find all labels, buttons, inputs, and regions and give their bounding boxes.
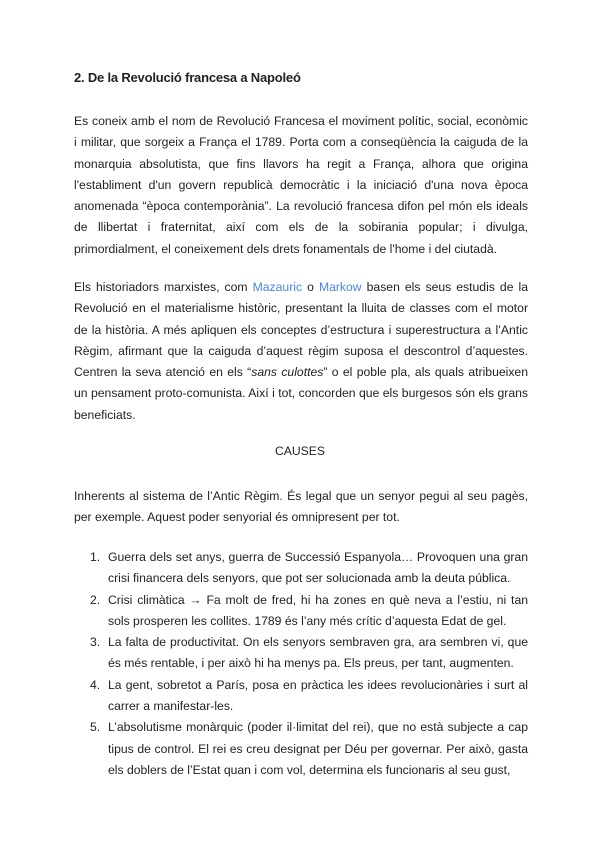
list-number: 2. (90, 592, 101, 607)
causes-list (74, 547, 528, 781)
list-number: 3. (90, 635, 101, 650)
causes-title: CAUSES (274, 444, 326, 458)
list-item-text: L’absolutisme monàrquic (poder il·limitat del rei), que no està subjecte a cap tipus de control. El rei es creu designat per Déu per governar. Per això, gasta els doblers de l’Estat quan i com vol, determina els funcionaris al seu gust, (108, 720, 528, 777)
list-item (74, 675, 528, 718)
list-item (74, 590, 528, 633)
list-number: 1. (90, 550, 101, 564)
markow-link[interactable]: Markow (318, 280, 362, 294)
list-item-text: La gent, sobretot a París, posa en pràctica les idees revolucionàries i surt al carrer a manifestar-les. (108, 677, 528, 714)
historians-paragraph (74, 277, 528, 426)
list-item (74, 717, 528, 781)
list-number: 5. (90, 720, 101, 735)
paragraph-text: o (302, 280, 319, 294)
list-item-text: La falta de productivitat. On els senyors sembraven gra, ara sembren vi, que és més rentable, i per això hi ha menys pa. Els preus, per tant, augmenten. (108, 635, 528, 671)
list-item-text: Crisi climàtica → Fa molt de fred, hi ha zones en què neva a l’estiu, ni tan sols prosperen les collites. 1789 és l’any més crític d’aquesta Edat de gel. (108, 592, 528, 628)
italic-term: sans culottes (251, 365, 324, 380)
paragraph-text: ” o el poble pla, als quals atribueixen un pensament proto-comunista. Així i tot, concorden que els burgesos són els grans beneficiats. (74, 365, 528, 422)
list-item (74, 547, 528, 590)
list-item (74, 632, 528, 675)
list-item-text: Guerra dels set anys, guerra de Successió Espanyola… Provoquen una gran crisi financera dels senyors, que pot ser solucionada amb la deuta pública. (108, 550, 528, 586)
mazauric-link[interactable]: Mazauric (252, 280, 303, 294)
intro-paragraph: Es coneix amb el nom de Revolució Francesa el moviment polític, social, econòmic i militar, que sorgeix a França el 1789. Porta com a conseqüència la caiguda de la monarquia absolutista, que fins llavors ha regit a França, alhora que origina l'establiment d'un govern republicà democràtic i la iniciació d'una nova època anomenada “època contemporània”. La revolució francesa difon pel món els ideals de llibertat i fraternitat, així com els de la sobirania popular; i divulga, primordialment, el coneixement dels drets fonamentals de l'home i del ciutadà. (74, 114, 528, 256)
section-heading: 2. De la Revolució francesa a Napoleó (74, 70, 301, 85)
paragraph-text: basen els seus estudis de la Revolució en el materialisme històric, presentant la lluita de classes com el motor de la història. A més apliquen els conceptes d’estructura i superestructura a l’Antic Règim, afirmant que la caiguda d’aquest règim suposa el descontrol d’aquestes. Centren la seva atenció en els “ (74, 280, 528, 380)
paragraph-text: Els historiadors marxistes, com (74, 280, 253, 294)
list-number: 4. (90, 677, 101, 692)
causes-intro-paragraph: Inherents al sistema de l’Antic Règim. És legal que un senyor pegui al seu pagès, per exemple. Aquest poder senyorial és omnipresent per tot. (74, 489, 528, 525)
